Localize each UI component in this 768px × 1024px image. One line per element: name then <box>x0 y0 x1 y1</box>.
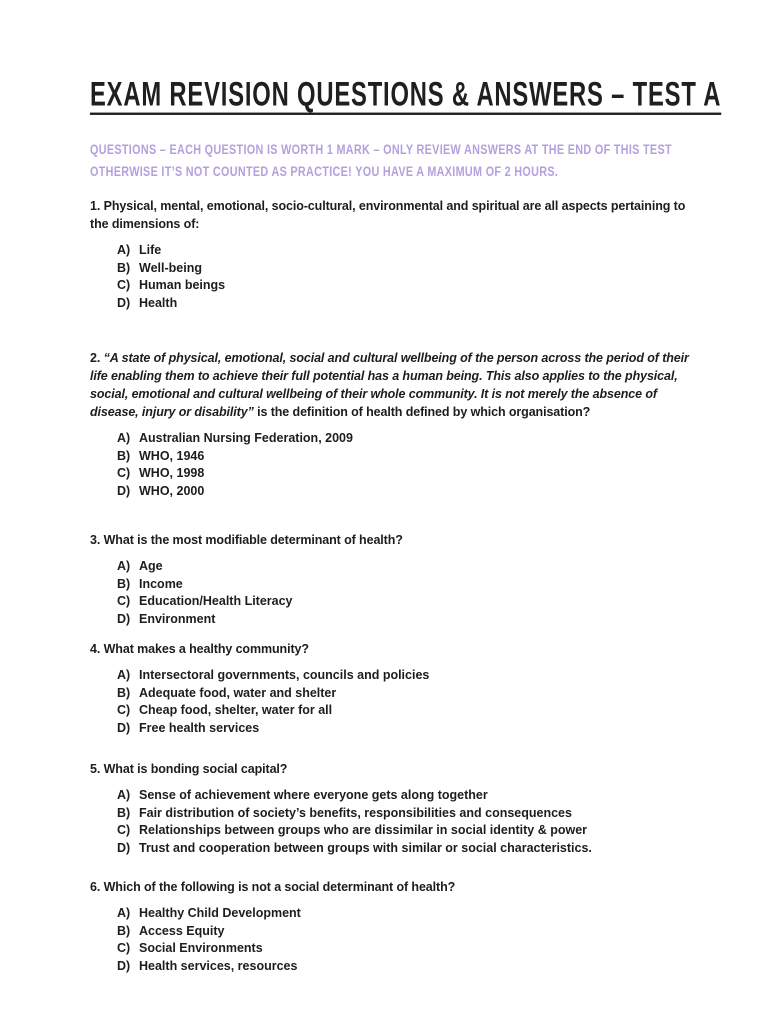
question-number: 3. <box>90 533 104 547</box>
option-letter: B) <box>117 923 131 938</box>
answer-option <box>90 905 706 923</box>
option-letter: A) <box>117 668 131 682</box>
answer-option <box>90 702 706 720</box>
options-list <box>90 667 706 737</box>
question-block <box>90 640 706 737</box>
option-text: Cheap food, shelter, water for all <box>139 703 333 717</box>
question-body: What is bonding social capital? <box>103 762 288 776</box>
answer-option <box>90 483 706 501</box>
option-letter: B) <box>117 448 131 463</box>
options-list <box>90 430 706 500</box>
question-text <box>90 531 706 549</box>
option-letter: A) <box>117 243 131 257</box>
option-letter: A) <box>117 559 131 573</box>
answer-option <box>90 940 706 958</box>
option-text: Adequate food, water and shelter <box>139 685 337 700</box>
option-text: Relationships between groups who are dissimilar in social identity & power <box>139 823 588 837</box>
question-block <box>90 197 706 312</box>
option-letter: D) <box>117 611 131 626</box>
option-text: Well-being <box>139 260 202 275</box>
option-letter: B) <box>117 685 131 700</box>
option-letter: B) <box>117 805 131 820</box>
option-letter: C) <box>117 594 131 608</box>
option-text: Access Equity <box>139 923 225 938</box>
option-text: Life <box>139 243 162 257</box>
question-block <box>90 349 706 500</box>
option-letter: D) <box>117 295 131 310</box>
option-text: Trust and cooperation between groups with similar or social characteristics. <box>139 840 592 855</box>
answer-option <box>90 242 706 260</box>
option-text: Healthy Child Development <box>139 906 301 920</box>
option-text: WHO, 1998 <box>139 466 205 480</box>
option-text: WHO, 1946 <box>139 448 205 463</box>
answer-option <box>90 822 706 840</box>
answer-option <box>90 923 706 941</box>
answer-option <box>90 611 706 629</box>
option-text: Fair distribution of society’s benefits, responsibilities and consequences <box>139 805 572 820</box>
option-letter: C) <box>117 823 131 837</box>
question-number: 5. <box>90 762 104 776</box>
page-title: EXAM REVISION QUESTIONS & ANSWERS – TEST A <box>90 76 722 114</box>
answer-option <box>90 576 706 594</box>
options-list <box>90 558 706 628</box>
option-letter: D) <box>117 483 131 498</box>
answer-option <box>90 295 706 313</box>
option-letter: D) <box>117 958 131 973</box>
answer-option <box>90 667 706 685</box>
answer-option <box>90 260 706 278</box>
options-list <box>90 905 706 975</box>
answer-option <box>90 685 706 703</box>
question-text <box>90 349 706 421</box>
question-body: is the definition of health defined by which organisation? <box>253 405 591 419</box>
answer-option <box>90 958 706 976</box>
option-letter: D) <box>117 720 131 735</box>
question-body: What makes a healthy community? <box>103 642 309 656</box>
answer-option <box>90 720 706 738</box>
test-instructions <box>90 139 672 183</box>
answer-option <box>90 840 706 858</box>
option-letter: C) <box>117 278 131 292</box>
answer-option <box>90 430 706 448</box>
question-block <box>90 531 706 628</box>
question-number: 2. <box>90 351 104 365</box>
answer-option <box>90 787 706 805</box>
question-number: 6. <box>90 880 104 894</box>
option-text: Income <box>139 576 183 591</box>
option-text: Australian Nursing Federation, 2009 <box>139 431 353 445</box>
option-letter: C) <box>117 703 131 717</box>
question-block <box>90 878 706 975</box>
option-letter: A) <box>117 906 131 920</box>
option-text: Environment <box>139 611 216 626</box>
instructions-line-2: OTHERWISE IT’S NOT COUNTED AS PRACTICE! YOU HAVE A MAXIMUM OF 2 HOURS. <box>90 164 559 179</box>
answer-option <box>90 465 706 483</box>
answer-option <box>90 593 706 611</box>
answer-option <box>90 448 706 466</box>
question-number: 4. <box>90 642 104 656</box>
option-text: Intersectoral governments, councils and policies <box>139 668 430 682</box>
questions-list <box>90 197 706 975</box>
option-text: Sense of achievement where everyone gets along together <box>139 788 488 802</box>
question-text <box>90 760 706 778</box>
question-text <box>90 197 706 233</box>
option-letter: C) <box>117 941 131 955</box>
options-list <box>90 242 706 312</box>
question-text <box>90 640 706 658</box>
option-text: WHO, 2000 <box>139 483 205 498</box>
option-text: Education/Health Literacy <box>139 594 293 608</box>
option-letter: B) <box>117 260 131 275</box>
instructions-line-1: QUESTIONS – EACH QUESTION IS WORTH 1 MARK – ONLY REVIEW ANSWERS AT THE END OF THIS TEST <box>90 142 672 157</box>
question-body: What is the most modifiable determinant of health? <box>103 533 403 547</box>
options-list <box>90 787 706 857</box>
option-letter: D) <box>117 840 131 855</box>
option-letter: C) <box>117 466 131 480</box>
option-letter: B) <box>117 576 131 591</box>
option-text: Health services, resources <box>139 958 298 973</box>
answer-option <box>90 805 706 823</box>
question-body: Physical, mental, emotional, socio-cultural, environmental and spiritual are all aspects pertaining to the dimensions of: <box>90 199 686 231</box>
option-letter: A) <box>117 788 131 802</box>
answer-option <box>90 558 706 576</box>
answer-option <box>90 277 706 295</box>
option-letter: A) <box>117 431 131 445</box>
option-text: Health <box>139 295 178 310</box>
question-body: Which of the following is not a social determinant of health? <box>103 880 456 894</box>
option-text: Free health services <box>139 720 260 735</box>
question-block <box>90 760 706 857</box>
option-text: Human beings <box>139 278 226 292</box>
question-quote: “A state of physical, emotional, social and cultural wellbeing of the person across the period of their life enabling them to achieve their full potential has a human being. This also applies to the physical, social, emotional and cultural wellbeing of their whole community. It is not merely the absence of disease, injury or disability” <box>90 351 689 419</box>
option-text: Age <box>139 559 163 573</box>
question-text <box>90 878 706 896</box>
option-text: Social Environments <box>139 941 263 955</box>
question-number: 1. <box>90 199 104 213</box>
